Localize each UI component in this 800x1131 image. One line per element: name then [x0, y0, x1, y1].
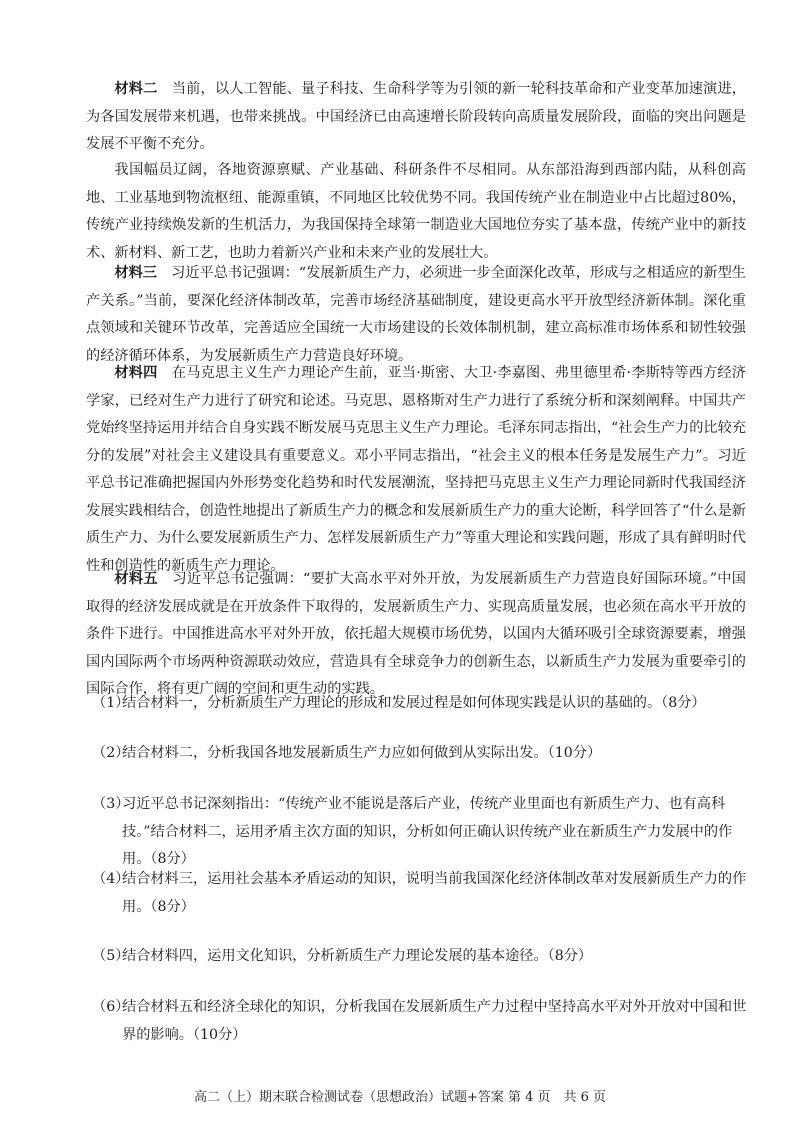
question-number: （1） — [92, 695, 130, 711]
question-number: （6） — [92, 999, 130, 1015]
question-5 — [92, 943, 752, 971]
question-2 — [92, 740, 752, 768]
question-number: （5） — [92, 948, 130, 964]
question-4 — [92, 866, 752, 921]
material-lead: 材料五 — [114, 571, 158, 587]
material-lead: 材料四 — [114, 365, 158, 381]
page-footer: 高二（上）期末联合检测试卷（思想政治）试题+答案 第 4 页 共 6 页 — [193, 1090, 607, 1105]
question-number: （4） — [92, 871, 130, 887]
question-text: 结合材料一，分析新质生产力理论的形成和发展过程是如何体现实践是认识的基础的。（8分） — [122, 695, 706, 711]
question-text: 结合材料五和经济全球化的知识，分析我国在发展新质生产力过程中坚持高水平对外开放对中国和世界的影响。（10分） — [122, 999, 747, 1043]
material-text: 我国幅员辽阔，各地资源禀赋、产业基础、科研条件不尽相同。从东部沿海到西部内陆，从科创高地、工业基地到物流枢纽、能源重镇，不同地区比较优势不同。我国传统产业在制造业中占比超过80%，传统产业持续焕发新的生机活力，为我国保持全球第一制造业大国地位夯实了基本盘，传统产业中的新技术、新材料、新工艺，也助力着新兴产业和未来产业的发展壮大。 — [86, 162, 746, 261]
material-text: 习近平总书记强调：“要扩大高水平对外开放，为发展新质生产力营造良好国际环境。”中国取得的经济发展成就是在开放条件下取得的，发展新质生产力、实现高质量发展，也必须在高水平开放的条件下进行。中国推进高水平对外开放，依托超大规模市场优势，以国内大循环吸引全球资源要素，增强国内国际两个市场两种资源联动效应，营造具有全球竞争力的创新生态，以新质生产力发展为重要牵引的国际合作，将有更广阔的空间和更生动的实践。 — [86, 571, 746, 697]
material-2-continued — [86, 157, 746, 267]
material-4 — [86, 360, 746, 580]
question-text: 结合材料四，运用文化知识，分析新质生产力理论发展的基本途径。（8分） — [122, 948, 593, 964]
material-2 — [86, 76, 746, 159]
material-5 — [86, 566, 746, 704]
material-3 — [86, 260, 746, 370]
material-lead: 材料三 — [114, 265, 157, 281]
question-text: 习近平总书记深刻指出：“传统产业不能说是落后产业，传统产业里面也有新质生产力、也有高科技。”结合材料二，运用矛盾主次方面的知识，分析如何正确认识传统产业在新质生产力发展中的作用。（8分） — [122, 796, 733, 867]
material-lead: 材料二 — [114, 81, 158, 97]
question-number: （2） — [92, 745, 130, 761]
question-6 — [92, 994, 752, 1049]
question-number: （3） — [92, 796, 130, 812]
question-text: 结合材料二，分析我国各地发展新质生产力应如何做到从实际出发。（10分） — [122, 745, 602, 761]
material-text: 习近平总书记强调：“发展新质生产力，必须进一步全面深化改革，形成与之相适应的新型生产关系。”当前，要深化经济体制改革，完善市场经济基础制度，建设更高水平开放型经济新体制。深化重点领域和关键环节改革，完善适应全国统一大市场建设的长效体制机制，建立高标准市场体系和韧性较强的经济循环体系，为发展新质生产力营造良好环境。 — [86, 265, 746, 364]
question-text: 结合材料三，运用社会基本矛盾运动的知识，说明当前我国深化经济体制改革对发展新质生产力的作用。（8分） — [122, 871, 747, 915]
question-1 — [92, 690, 752, 718]
material-text: 当前，以人工智能、量子科技、生命科学等为引领的新一轮科技革命和产业变革加速演进，为各国发展带来机遇，也带来挑战。中国经济已由高速增长阶段转向高质量发展阶段，面临的突出问题是发展不平衡不充分。 — [86, 81, 746, 152]
question-3 — [92, 791, 752, 874]
material-text: 在马克思主义生产力理论产生前，亚当·斯密、大卫·李嘉图、弗里德里希·李斯特等西方经济学家，已经对生产力进行了研究和论述。马克思、恩格斯对生产力进行了系统分析和深刻阐释。中国共产党始终坚持运用并结合自身实践不断发展马克思主义生产力理论。毛泽东同志指出，“社会生产力的比较充分的发展”对社会主义建设具有重要意义。邓小平同志指出，“社会主义的根本任务是发展生产力”。习近平总书记准确把握国内外形势变化趋势和时代发展潮流，坚持把马克思主义生产力理论同新时代我国经济发展实践相结合，创造性地提出了新质生产力的概念和发展新质生产力的重大论断，科学回答了“什么是新质生产力、为什么要发展新质生产力、怎样发展新质生产力”等重大理论和实践问题，形成了具有鲜明时代性和创造性的新质生产力理论。 — [86, 365, 746, 574]
